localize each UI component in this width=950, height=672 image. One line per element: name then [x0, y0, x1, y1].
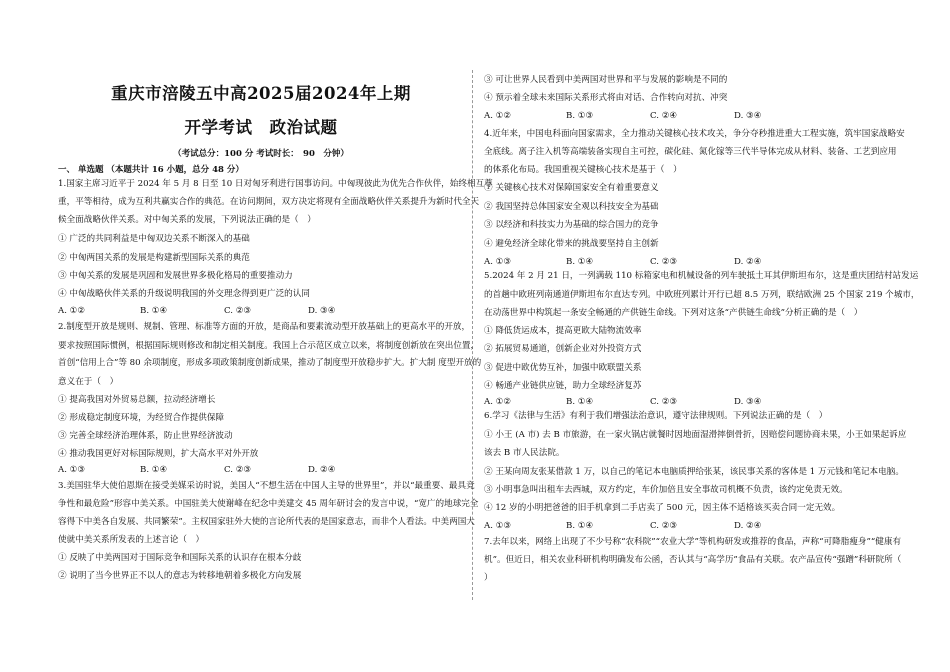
text-line: ② 拓展贸易通道，创新企业对外投资方式 [484, 344, 642, 354]
text-line: 7.去年以来，网络上出现了不少号称“农科院”“农业大学”等机构研发或推荐的食品，声称“可降脂瘦身”“健康有 [484, 537, 902, 547]
answer-option: B. ①④ [140, 306, 168, 316]
answer-option: A. ①② [58, 306, 86, 316]
answer-option: C. ②③ [224, 306, 252, 316]
text-line: ④ 推动我国更好对标国际规则，扩大高水平对外开放 [58, 449, 259, 459]
text-line: ② 我国坚持总体国家安全观以科技安全为基础 [484, 202, 659, 212]
text-line: 意义在于（ ） [58, 377, 119, 387]
text-line: ① 反映了中美两国对于国际竞争和国际关系的认识存在根本分歧 [58, 553, 302, 563]
text-line: ③ 完善全球经济治理体系，防止世界经济波动 [58, 431, 233, 441]
answer-option: C. ②③ [650, 397, 678, 407]
answer-option: B. ①④ [566, 257, 594, 267]
text-line: ③ 中匈关系的发展是巩固和发展世界多极化格局的重要推动力 [58, 271, 293, 281]
text-line: 2.制度型开放是规则、规制、管理、标准等方面的开放，是商品和要素流动型开放基础上的更高水平的开放， [58, 322, 471, 332]
text-line: ② 形成稳定制度环境，为经贸合作提供保障 [58, 413, 225, 423]
text-line: 1.国家主席习近平于 2024 年 5 月 8 日至 10 日对匈牙利进行国事访问。中匈现彼此为优先合作伙伴，始终相互尊 [58, 179, 493, 189]
text-line: 的体系化布局。我国重视关键核心技术是基于（ ） [484, 165, 682, 175]
answer-option: A. ①③ [58, 465, 86, 475]
text-line: ④ 预示着全球未来国际关系形式将由对话、合作转向对抗、冲突 [484, 93, 728, 103]
answer-option: C. ②③ [650, 521, 678, 531]
answer-option: C. ②③ [650, 257, 678, 267]
answer-option: B. ①④ [566, 521, 594, 531]
text-line: ③ 以经济和科技实力为基础的综合国力的竞争 [484, 220, 659, 230]
text-line: ② 说明了当今世界正不以人的意志为转移地朝着多极化方向发展 [58, 571, 302, 581]
text-line: ④ 中匈战略伙伴关系的升级说明我国的外交理念得到更广泛的认同 [58, 289, 310, 299]
answer-option: D. ③④ [308, 306, 336, 316]
answer-option: A. ①③ [484, 521, 512, 531]
text-line: 全底线。离子注入机等高端装备实现自主可控，碳化硅、氮化镓等三代半导体完成从材料、装备、工艺到应用 [484, 147, 897, 157]
text-line: ① 关键核心技术对保障国家安全有着重要意义 [484, 183, 659, 193]
answer-option: A. ①② [484, 397, 512, 407]
section-heading: 一、 单选题 （本题共计 16 小题，总分 48 分） [58, 165, 244, 175]
text-line: 容得下中美各自发展、共同繁荣”。主权国家驻外大使的言论所代表的是国家意志，而非个人看法。中美两国大 [58, 517, 475, 527]
answer-option: D. ②④ [308, 465, 336, 475]
text-line: 机”。但近日，相关农业科研机构明确发布公函，否认其与“高学历”食品有关联。农产品宣传“强蹭”科研院所（ [484, 555, 902, 565]
text-line: ① 降低货运成本，提高更欧大陆物流效率 [484, 326, 642, 336]
text-line: ④ 避免经济全球化带来的挑战要坚持自主创新 [484, 239, 659, 249]
answer-option: D. ②④ [734, 257, 762, 267]
text-line: 要求按照国际惯例，根据国际规则修改和制定相关制度。我国上合示范区成立以来，将制度创新放在突出位置， [58, 341, 480, 351]
text-line: 重，平等相待，成为互利共赢实合作的典范。在访问期间，双方决定将现有全面战略伙伴关系提升为新时代全天 [58, 197, 480, 207]
text-line: 5.2024 年 2 月 21 日，一列满载 110 标箱家电和机械设备的列车驶抵土耳其伊斯坦布尔，这是重庆团结村站发运 [484, 271, 919, 281]
answer-option: C. ②③ [224, 465, 252, 475]
text-line: 4.近年来，中国电科面向国家需求，全力推动关键核心技术攻关，争分夺秒推进重大工程实施，筑牢国家战略安 [484, 129, 905, 139]
answer-option: B. ①④ [140, 465, 168, 475]
answer-option: C. ②④ [650, 111, 678, 121]
text-line: 首创“信用上合”等 80 余项制度，形成多项政策制度创新成果，推动了制度型开放稳步扩大。扩大制 度型开放的 [58, 358, 482, 368]
score-line: （考试总分：100 分 考试时长： 90 分钟） [173, 149, 349, 159]
text-line: ） [484, 573, 493, 583]
answer-option: B. ①④ [566, 397, 594, 407]
exam-subtitle: 开学考试 政治试题 [184, 118, 338, 137]
answer-option: B. ①③ [566, 111, 594, 121]
text-line: 争性和最危险”形容中美关系。中国驻美大使谢峰在纪念中美建交 45 周年研讨会的发言中说，“宽广的地球完全 [58, 499, 479, 509]
text-line: 的首趟中欧班列南通道伊斯坦布尔直达专列。中欧班列累计开行已超 8.5 万列，联结欧洲 25 个国家 219 个城市， [484, 290, 920, 300]
text-line: ① 广泛的共同利益是中匈双边关系不断深入的基础 [58, 234, 250, 244]
text-line: ② 中匈两国关系的发展是构建新型国际关系的典范 [58, 253, 250, 263]
text-line: 该去 B 市人民法院。 [484, 448, 565, 458]
text-line: ④ 12 岁的小明把爸爸的旧手机拿到二手店卖了 500 元，因主体不适格该买卖合同一定无效。 [484, 503, 841, 513]
text-line: 3.美国驻华大使伯恩斯在接受美媒采访时说，美国人“不想生活在中国人主导的世界里”，并以“最重要、最具竞 [58, 481, 475, 491]
text-line: ① 小王 (A 市) 去 B 市旅游，在一家火锅店就餐时因地面湿滑摔倒骨折，因赔偿问题协商未果，小王如果起诉应 [484, 430, 907, 440]
text-line: ③ 可让世界人民看到中美两国对世界和平与发展的影响是不同的 [484, 75, 728, 85]
answer-option: A. ①② [484, 111, 512, 121]
answer-option: D. ③④ [734, 397, 762, 407]
exam-title: 重庆市涪陵五中高2025届2024年上期 [111, 84, 411, 103]
text-line: ③ 促进中欧优势互补，加强中欧联盟关系 [484, 363, 642, 373]
text-line: ② 王某向周友张某借款 1 万，以自己的笔记本电脑质押给张某，该民事关系的客体是 1 万元钱和笔记本电脑。 [484, 467, 904, 477]
text-line: 6.学习《法律与生活》有利于我们增强法治意识，遵守法律规则。下列说法正确的是（ ） [484, 411, 828, 421]
answer-option: D. ③④ [734, 111, 762, 121]
answer-option: D. ②④ [734, 521, 762, 531]
text-line: 使就中美关系所发表的上述言论（ ） [58, 535, 205, 545]
text-line: ③ 小明事急叫出租车去西城，双方约定，车价加倍且安全事故司机概不负责，该约定免责无效。 [484, 485, 848, 495]
text-line: 候全面战略伙伴关系。对中匈关系的发展，下列说法正确的是（ ） [58, 215, 316, 225]
text-line: ① 提高我国对外贸易总额，拉动经济增长 [58, 395, 216, 405]
text-line: ④ 畅通产业链供应链，助力全球经济复苏 [484, 381, 642, 391]
answer-option: A. ①③ [484, 257, 512, 267]
text-line: 在动荡世界中构筑起一条安全畅通的产供链生命线。下列对这条“产供链生命线”分析正确的是（ ） [484, 308, 863, 318]
